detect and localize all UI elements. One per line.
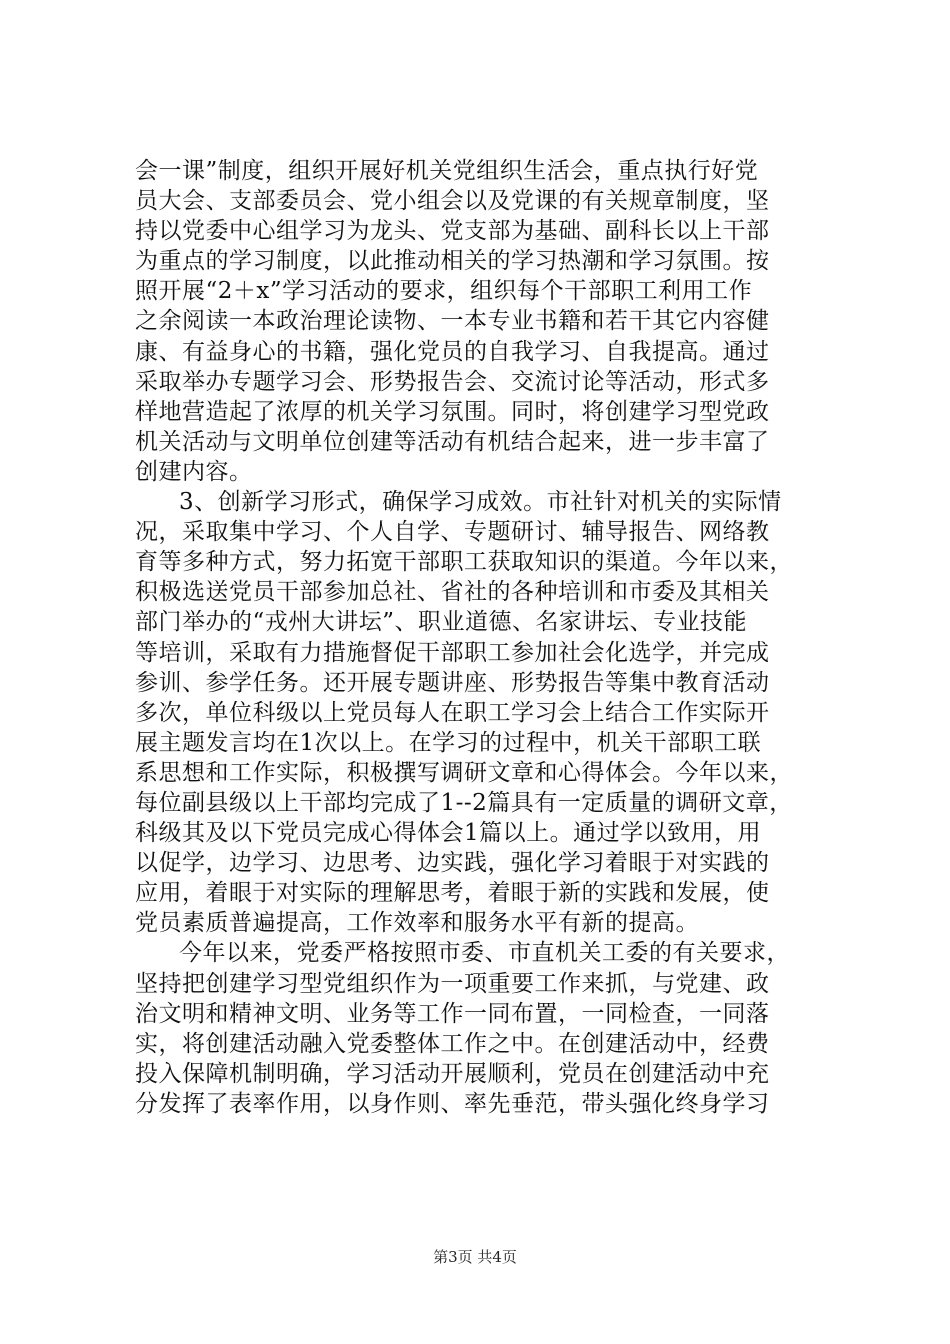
text-line: 多次，单位科级以上党员每人在职工学习会上结合工作实际开 — [135, 699, 770, 726]
text-line: 投入保障机制明确，学习活动开展顺利，党员在创建活动中充 — [135, 1060, 770, 1087]
text-line: 康、有益身心的书籍，强化党员的自我学习、自我提高。通过 — [135, 338, 770, 365]
paragraph-start-line: 今年以来，党委严格按照市委、市直机关工委的有关要求， — [179, 940, 790, 967]
text-line: 持以党委中心组学习为龙头、党支部为基础、副科长以上干部 — [135, 218, 770, 245]
page-number-footer: 第3页 共4页 — [433, 1248, 517, 1266]
text-line: 实，将创建活动融入党委整体工作之中。在创建活动中，经费 — [135, 1030, 770, 1057]
text-line: 等培训，采取有力措施督促干部职工参加社会化选学，并完成 — [135, 639, 770, 666]
text-line: 以促学，边学习、边思考、边实践，强化学习着眼于对实践的 — [135, 850, 770, 877]
text-line: 为重点的学习制度，以此推动相关的学习热潮和学习氛围。按 — [135, 248, 770, 275]
paragraph-start-line: 3、创新学习形式，确保学习成效。市社针对机关的实际情 — [179, 489, 782, 516]
text-line: 系思想和工作实际，积极撰写调研文章和心得体会。今年以来， — [135, 759, 793, 786]
text-line: 况，采取集中学习、个人自学、专题研讨、辅导报告、网络教 — [135, 519, 770, 546]
text-line: 照开展“2＋x”学习活动的要求，组织每个干部职工利用工作 — [135, 278, 753, 305]
text-line: 治文明和精神文明、业务等工作一同布置，一同检查，一同落 — [135, 1000, 770, 1027]
text-line: 展主题发言均在1次以上。在学习的过程中，机关干部职工联 — [135, 729, 762, 756]
text-line: 每位副县级以上干部均完成了1--2篇具有一定质量的调研文章， — [135, 789, 793, 816]
text-line: 样地营造起了浓厚的机关学习氛围。同时，将创建学习型党政 — [135, 398, 770, 425]
text-line: 机关活动与文明单位创建等活动有机结合起来，进一步丰富了 — [135, 428, 770, 455]
text-line: 积极选送党员干部参加总社、省社的各种培训和市委及其相关 — [135, 579, 770, 606]
text-line: 参训、参学任务。还开展专题讲座、形势报告等集中教育活动 — [135, 669, 770, 696]
text-line: 育等多种方式，努力拓宽干部职工获取知识的渠道。今年以来， — [135, 549, 793, 576]
text-line: 坚持把创建学习型党组织作为一项重要工作来抓，与党建、政 — [135, 970, 770, 997]
text-line: 采取举办专题学习会、形势报告会、交流讨论等活动，形式多 — [135, 368, 770, 395]
text-line: 党员素质普遍提高，工作效率和服务水平有新的提高。 — [135, 910, 699, 937]
body-text — [135, 156, 845, 1119]
text-line: 部门举办的“戎州大讲坛”、职业道德、名家讲坛、专业技能 — [135, 609, 748, 636]
text-line: 创建内容。 — [135, 458, 253, 485]
text-line: 会一课”制度，组织开展好机关党组织生活会，重点执行好党 — [135, 158, 759, 184]
text-line: 分发挥了表率作用，以身作则、率先垂范，带头强化终身学习 — [135, 1090, 770, 1117]
text-line: 之余阅读一本政治理论读物、一本专业书籍和若干其它内容健 — [135, 308, 770, 335]
text-line: 应用，着眼于对实际的理解思考，着眼于新的实践和发展，使 — [135, 880, 770, 907]
text-line: 科级其及以下党员完成心得体会1篇以上。通过学以致用，用 — [135, 820, 762, 847]
text-line: 员大会、支部委员会、党小组会以及党课的有关规章制度，坚 — [135, 188, 770, 215]
